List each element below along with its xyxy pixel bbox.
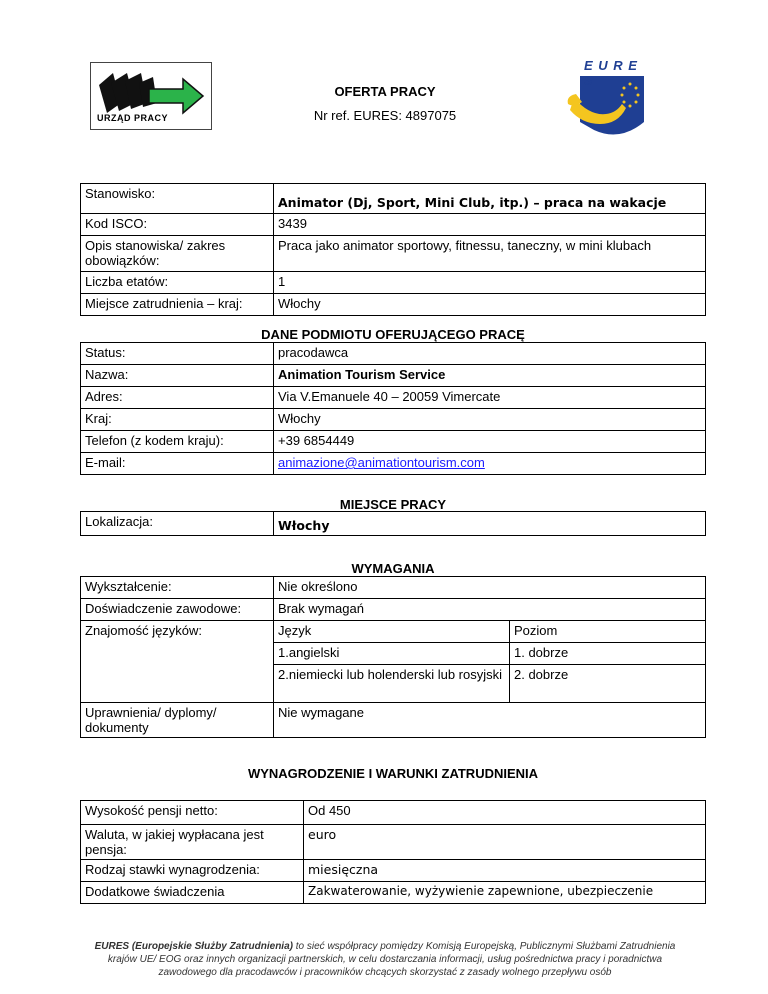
employment-country-label: Miejsce zatrudnienia – kraj: [81,294,274,316]
experience-label: Doświadczenie zawodowe: [81,599,274,621]
table-row [81,703,706,738]
table-row [81,343,706,365]
position-label: Stanowisko: [81,184,274,214]
address-value: Via V.Emanuele 40 – 20059 Vimercate [274,387,706,409]
table-row [81,409,706,431]
page-title: OFERTA PRACY [334,84,436,99]
table-row [81,825,706,860]
experience-value: Brak wymagań [274,599,706,621]
languages-label: Znajomość języków: [81,621,274,703]
benefits-label: Dodatkowe świadczenia [81,882,304,904]
requirements-table [80,576,706,738]
benefits-value: Zakwaterowanie, wyżywienie zapewnione, ubezpieczenie [304,882,706,904]
address-label: Adres: [81,387,274,409]
table-row [81,882,706,904]
language-2: 2.niemiecki lub holenderski lub rosyjski [274,665,510,703]
currency-value: euro [304,825,706,860]
education-value: Nie określono [274,577,706,599]
licenses-label: Uprawnienia/ dyplomy/ dokumenty [81,703,274,738]
reference-number: Nr ref. EURES: 4897075 [313,108,457,123]
table-row [81,294,706,316]
description-value: Praca jako animator sportowy, fitnessu, taneczny, w mini klubach [274,236,706,272]
language-header: Język [274,621,510,643]
level-2: 2. dobrze [510,665,706,703]
education-label: Wykształcenie: [81,577,274,599]
footer-note [80,940,690,979]
table-row [81,236,706,272]
table-row [81,365,706,387]
isco-label: Kod ISCO: [81,214,274,236]
country-value: Włochy [274,409,706,431]
table-row [81,801,706,825]
table-row [81,272,706,294]
table-row [81,214,706,236]
salary-amount-value: Od 450 [304,801,706,825]
salary-table [80,800,706,904]
positions-count-value: 1 [274,272,706,294]
level-header: Poziom [510,621,706,643]
positions-count-label: Liczba etatów: [81,272,274,294]
email-label: E-mail: [81,453,274,475]
table-row [81,184,706,214]
table-row [81,621,706,643]
job-table [80,183,706,316]
status-value: pracodawca [274,343,706,365]
email-link[interactable]: animazione@animationtourism.com [278,455,485,470]
workplace-section-title: MIEJSCE PRACY [339,497,447,512]
location-value: Włochy [278,518,330,533]
company-name-label: Nazwa: [81,365,274,387]
eures-logo [560,58,650,142]
phone-value: +39 6854449 [274,431,706,453]
phone-label: Telefon (z kodem kraju): [81,431,274,453]
urzad-pracy-logo [90,62,212,130]
workplace-table [80,511,706,536]
position-value: Animator (Dj, Sport, Mini Club, itp.) – praca na wakacje [278,195,667,210]
eures-logo-text: E U R E S [584,58,638,88]
table-row [81,577,706,599]
country-label: Kraj: [81,409,274,431]
licenses-value: Nie wymagane [274,703,706,738]
level-1: 1. dobrze [510,643,706,665]
logo-left-text: URZĄD PRACY [97,113,169,123]
table-row [81,599,706,621]
table-row [81,431,706,453]
employer-table [80,342,706,475]
location-label: Lokalizacja: [81,512,274,536]
isco-value: 3439 [274,214,706,236]
requirements-section-title: WYMAGANIA [351,561,435,576]
employer-section-title: DANE PODMIOTU OFERUJĄCEGO PRACĘ [261,327,525,342]
salary-section-title: WYNAGRODZENIE I WARUNKI ZATRUDNIENIA [247,766,539,781]
description-label: Opis stanowiska/ zakres obowiązków: [81,236,274,272]
table-row [81,387,706,409]
table-row [81,453,706,475]
footer-lead: EURES (Europejskie Służby Zatrudnienia) [94,941,293,952]
language-1: 1.angielski [274,643,510,665]
table-row [81,512,706,536]
company-name-value: Animation Tourism Service [274,365,706,387]
table-row [81,860,706,882]
salary-amount-label: Wysokość pensji netto: [81,801,304,825]
status-label: Status: [81,343,274,365]
rate-type-value: miesięczna [304,860,706,882]
rate-type-label: Rodzaj stawki wynagrodzenia: [81,860,304,882]
employment-country-value: Włochy [274,294,706,316]
currency-label: Waluta, w jakiej wypłacana jest pensja: [81,825,304,860]
footer-text: to sieć współpracy pomiędzy Komisją Europejską, Publicznymi Służbami Zatrudnienia krajów UE/ EOG oraz innych organizacji partnerskich, w celu dostarczania informacji, usług pośrednictwa pracy i poradnictwa zawodowego dla pracodawców i pracowników chcących skorzystać z zasady wolnego przepływu osób [107,941,676,978]
